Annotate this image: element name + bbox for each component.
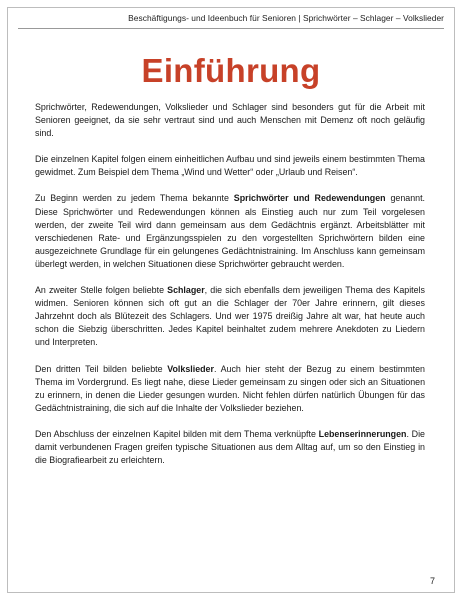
paragraph-sprichwoerter [35, 192, 425, 271]
bold-keyword: Schlager [167, 285, 205, 296]
paragraph-schlager [35, 284, 425, 349]
paragraph-structure [35, 153, 425, 179]
paragraph-text: Den dritten Teil bilden beliebte [35, 363, 168, 374]
bold-keyword: Lebenserinnerungen [318, 428, 407, 439]
paragraph-lebenserinnerungen [35, 428, 425, 467]
body-text [35, 101, 425, 480]
paragraph-text: . Die damit verbundenen Fragen greifen typische Situationen aus dem Alltag auf, um so den Einstieg in die Biografiearbeit zu erleichtern. [35, 428, 425, 466]
bold-keyword: Sprichwörter und Redewendungen [233, 193, 386, 204]
paragraph-text: Zu Beginn werden zu jedem Thema bekannte [35, 193, 234, 204]
paragraph-text: Sprichwörter, Redewendungen, Volkslieder und Schlager sind besonders gut für die Arbeit mit Senioren geeignet, da sie sehr vertraut sind und auch Menschen mit Demenz oft noch geläufig sind. [35, 102, 425, 139]
paragraph-text: An zweiter Stelle folgen beliebte [35, 285, 168, 296]
bold-keyword: Volkslieder [167, 363, 214, 374]
page-number: 7 [429, 576, 435, 586]
paragraph-text: . Auch hier steht der Bezug zu einem bestimmten Thema im Vordergrund. Es liegt nahe, diese Lieder gemeinsam zu singen oder sich an Situationen zu erinnern, in denen die Lieder gesungen wurden. Nicht fehlen dürfen natürlich Übungen für das Gedächtnistraining, die sich auf die Inhalte der Volkslieder beziehen. [35, 363, 425, 413]
running-header: Beschäftigungs- und Ideenbuch für Senioren | Sprichwörter – Schlager – Volkslieder [128, 13, 444, 23]
paragraph-text: genannt. Diese Sprichwörter und Redewendungen können als Einstieg auch nur zum Teil vorgelesen werden, der zweite Teil wird dann gemeinsam aus dem Gedächtnis ergänzt. Arbeitsblätter mit verschiedenen Rate- und Ergänzungsspielen zu den vorgestellten Sprichwörtern bilden eine ausgezeichnete Grundlage für ein gelungenes Gedächtnistraining. Im Anschluss kann gemeinsam überlegt werden, in welchen Situationen diese Sprichwörter gebraucht werden. [35, 193, 426, 269]
paragraph-text: , die sich ebenfalls dem jeweiligen Thema des Kapitels widmen. Senioren können sich oft gut an die Schlager der 70er Jahre erinnern, gilt dieses Jahrzehnt doch als Blütezeit des Schlagers. Und wer 1975 dreißig Jahre alt war, hat heute auch schon die Siebzig überschritten. Jedes Kapitel beinhaltet zudem mehrere Anekdoten zu Liedern und Interpreten. [35, 285, 425, 348]
header-divider [18, 28, 444, 29]
paragraph-text: Den Abschluss der einzelnen Kapitel bilden mit dem Thema verknüpfte [35, 428, 319, 439]
page-title: Einführung [141, 52, 321, 89]
paragraph-volkslieder [35, 363, 425, 415]
paragraph-intro [35, 101, 425, 140]
paragraph-text: Die einzelnen Kapitel folgen einem einheitlichen Aufbau und sind jeweils einem bestimmten Thema gewidmet. Zum Beispiel dem Thema „Wind und Wetter“ oder „Urlaub und Reisen“. [35, 154, 425, 178]
